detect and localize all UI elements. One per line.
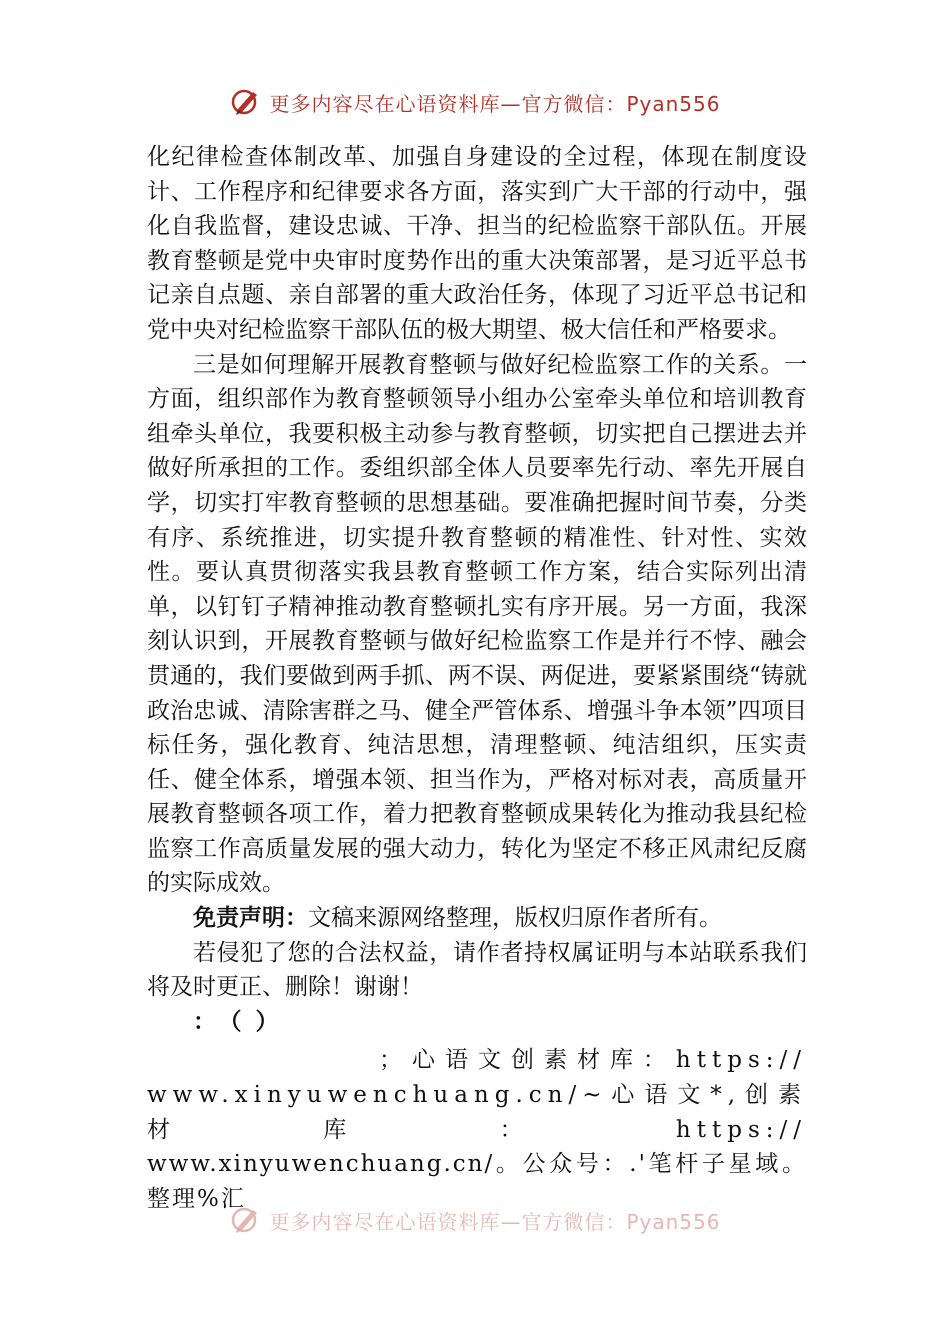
banner-text: 更多内容尽在心语资料库—官方微信：Pyan556 xyxy=(269,91,721,116)
banner-text: 更多内容尽在心语资料库—官方微信：Pyan556 xyxy=(269,1209,721,1234)
paragraph-2: 三是如何理解开展教育整顿与做好纪检监察工作的关系。一方面，组织部作为教育整顿领导小组办公室牵头单位和培训教育组牵头单位，我要积极主动参与教育整顿，切实把自己摆进去并做好所承担的工作。委组织部全体人员要率先行动、率先开展自学，切实打牢教育整顿的思想基础。要准确把握时间节奏，分类有序、系统推进，切实提升教育整顿的精准性、针对性、实效性。要认真贯彻落实我县教育整顿工作方案，结合实际列出清单，以钉钉子精神推动教育整顿扎实有序开展。另一方面，我深刻认识到，开展教育整顿与做好纪检监察工作是并行不悖、融会贯通的，我们要做到两手抓、两不误、两促进，要紧紧围绕“铸就政治忠诚、清除害群之马、健全严管体系、增强斗争本领”四项目标任务，强化教育、纯洁思想，清理整顿、纯洁组织，压实责任、健全体系，增强本领、担当作为，严格对标对表，高质量开展教育整顿各项工作，着力把教育整顿成果转化为推动我县纪检监察工作高质量发展的强大动力，转化为坚定不移正风肃纪反腐的实际成效。 xyxy=(147,351,807,897)
disclaimer xyxy=(147,901,807,936)
source-block xyxy=(147,1043,807,1216)
source-line-1: ；心语文创素材库：https:// xyxy=(379,1047,807,1074)
source-line-3: www.xinyuwenchuang.cn/。公众号：.'笔杆子星域。整理%汇 xyxy=(147,1151,807,1212)
disclaimer-text: 文稿来源网络整理，版权归原作者所有。 xyxy=(308,905,722,932)
pen-logo-icon xyxy=(229,1203,263,1237)
header-banner xyxy=(0,82,950,122)
footer-banner xyxy=(0,1200,950,1240)
disclaimer-contact: 若侵犯了您的合法权益，请作者持权属证明与本站联系我们将及时更正、删除！谢谢！ xyxy=(147,939,807,1001)
pen-logo-icon xyxy=(229,85,263,119)
colon-line: ：（） xyxy=(193,1007,293,1035)
document-body xyxy=(147,140,807,1216)
disclaimer-title: 免责声明： xyxy=(193,905,308,932)
source-line-2: www.xinyuwenchuang.cn/~心语文*,创素材库：https:// xyxy=(147,1082,807,1143)
paragraph-1: 化纪律检查体制改革、加强自身建设的全过程，体现在制度设计、工作程序和纪律要求各方面，落实到广大干部的行动中，强化自我监督，建设忠诚、干净、担当的纪检监察干部队伍。开展教育整顿是党中央审时度势作出的重大决策部署，是习近平总书记亲自点题、亲自部署的重大政治任务，体现了习近平总书记和党中央对纪检监察干部队伍的极大期望、极大信任和严格要求。 xyxy=(147,144,807,343)
